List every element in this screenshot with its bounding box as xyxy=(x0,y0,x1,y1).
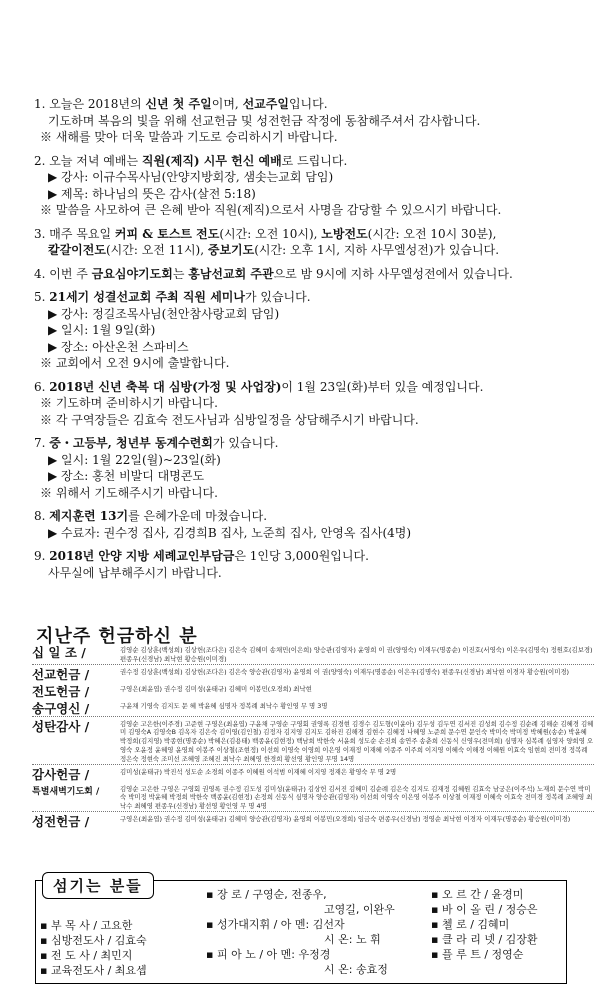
body-text: 는 xyxy=(172,266,189,281)
offering-names: 구영은(최윤엽) 권수정 김미성(윤태규) 김혜미 양승관(김영자) 윤영희 이봉민(오경희) 임금숙 편종우(신경남) 정영순 최낙현 이경자 이재두(명종순) 황승원(이미경) xyxy=(120,814,571,823)
announcement-line xyxy=(34,202,590,219)
server-entry: ▪ 성가대지휘 / 아 멘: 김선자 xyxy=(206,918,345,931)
offering-title: 지난주 헌금하신 분 xyxy=(36,626,198,647)
announcement-line xyxy=(34,226,590,243)
servers-title: 섬기는 분들 xyxy=(42,872,154,899)
body-text: 4. 이번 주 xyxy=(34,266,92,281)
announcement-line xyxy=(34,485,590,502)
body-text: 기도하며 복음의 빛을 위해 선교헌금 및 성전헌금 작정에 동참해주셔서 감사합니다. xyxy=(48,113,481,128)
announcement-line xyxy=(34,548,590,565)
announcement-line xyxy=(34,339,590,356)
announcement-line xyxy=(34,96,590,113)
offering-list xyxy=(32,646,594,832)
announcement-item xyxy=(34,508,590,541)
announcement-line xyxy=(34,468,590,485)
announcement-item xyxy=(34,548,590,581)
emphasis-text: 커피 & 토스트 전도 xyxy=(114,226,220,241)
emphasis-text: 직원(제직) 시무 헌신 예배 xyxy=(141,153,282,168)
body-text: ※ 각 구역장들은 김효숙 전도사님과 심방일정을 상담해주시기 바랍니다. xyxy=(40,412,419,427)
announcement-line xyxy=(34,565,590,582)
server-entry: ▪ 오 르 간 / 윤경미 xyxy=(431,888,524,901)
emphasis-text: 제지훈련 13기 xyxy=(49,509,129,523)
body-text: ※ 새해를 맞아 더욱 말씀과 기도로 승리하시기 바랍니다. xyxy=(40,130,338,144)
announcement-line xyxy=(34,395,590,412)
body-text: 9. xyxy=(34,549,50,563)
announcement-line xyxy=(34,452,590,469)
body-text: 가 있습니다. xyxy=(212,436,279,450)
offering-row xyxy=(32,720,594,765)
emphasis-text: 칼갈이전도 xyxy=(48,243,106,257)
server-entry: 시 온: 노 휘 xyxy=(324,933,381,946)
server-entry: ▪ 플 루 트 / 정영순 xyxy=(431,948,524,961)
body-text: ※ 교회에서 오전 9시에 출발합니다. xyxy=(40,356,230,370)
emphasis-text: 금요심야기도회 xyxy=(91,266,173,281)
announcements-list xyxy=(34,96,590,588)
server-entry: ▪ 부 목 사 / 고요한 xyxy=(40,919,133,932)
server-entry: 고영길, 이완우 xyxy=(324,903,395,916)
announcement-line xyxy=(34,525,590,542)
body-text: ※ 기도하며 준비하시기 바랍니다. xyxy=(40,396,218,410)
announcement-item xyxy=(34,266,590,283)
announcement-line xyxy=(34,153,590,170)
offering-label: 성전헌금 / xyxy=(32,813,90,829)
announcement-line xyxy=(34,186,590,203)
announcement-line xyxy=(34,129,590,146)
announcement-line xyxy=(34,306,590,323)
emphasis-text: 선교주일 xyxy=(242,97,289,111)
announcement-line xyxy=(34,289,590,306)
server-entry: 시 온: 송효정 xyxy=(324,963,388,976)
emphasis-text: 2018년 신년 축복 대 심방(가정 및 사업장) xyxy=(49,379,282,394)
offering-names: 김미성(윤태규) 박진석 성도순 소경희 이종주 이혜원 이석범 이재혜 이지영 정재은 황영숙 무 명 2명 xyxy=(120,767,397,776)
body-text: 입니다. xyxy=(288,97,328,111)
server-entry: ▪ 피 아 노 / 아 멘: 우정경 xyxy=(206,948,331,961)
offering-row xyxy=(32,685,594,699)
body-text: ※ 말씀을 사모하여 큰 은혜 받아 직원(제직)으로서 사명을 감당할 수 있으시기 바랍니다. xyxy=(40,203,502,217)
server-entry: ▪ 전 도 사 / 최민지 xyxy=(40,949,133,962)
announcement-item xyxy=(34,379,590,429)
announcement-line xyxy=(34,355,590,372)
announcement-line xyxy=(34,113,590,130)
body-text: ▶ 수료자: 권수정 집사, 김경희B 집사, 노준희 집사, 안영옥 집사(4명) xyxy=(48,525,412,540)
body-text: ▶ 강사: 정길조목사님(천안참사랑교회 담임) xyxy=(48,306,280,321)
offering-label: 십 일 조 / xyxy=(32,645,86,660)
servers-col-3 xyxy=(431,887,538,962)
body-text: ▶ 일시: 1월 9일(화) xyxy=(48,323,156,337)
body-text: ※ 위해서 기도해주시기 바랍니다. xyxy=(40,485,218,500)
servers-box xyxy=(35,877,567,984)
emphasis-text: 21세기 성결선교회 주최 직원 세미나 xyxy=(49,290,245,304)
emphasis-text: 신년 첫 주일 xyxy=(145,97,212,111)
announcement-line xyxy=(34,242,590,259)
body-text: 8. xyxy=(34,509,50,523)
body-text: 2. 오늘 저녁 예배는 xyxy=(34,153,142,168)
offering-row xyxy=(32,702,594,717)
body-text: (시간: 오전 10시 30분), xyxy=(367,226,497,241)
servers-col-1 xyxy=(40,918,147,978)
server-entry: ▪ 장 로 / 구영순, 전종우, xyxy=(206,888,327,901)
body-text: 으로 밤 9시에 지하 사무엘성전에서 있습니다. xyxy=(273,266,513,281)
offering-names: 구영은(최윤엽) 권수정 김미성(윤태규) 김혜미 이봉민(오경희) 최낙현 xyxy=(120,684,312,693)
body-text: ▶ 제목: 하나님의 뜻은 감사(살전 5:18) xyxy=(48,186,256,201)
offering-label: 선교헌금 / xyxy=(32,666,90,682)
announcement-item xyxy=(34,96,590,146)
server-entry: ▪ 교육전도사 / 최요셉 xyxy=(40,964,147,977)
body-text: 3. 매주 목요일 xyxy=(34,226,115,241)
announcement-line xyxy=(34,322,590,339)
offering-label: 송구영신 / xyxy=(32,700,90,716)
announcement-item xyxy=(34,435,590,501)
body-text: 로 드립니다. xyxy=(281,153,348,168)
body-text: 사무실에 납부해주시기 바랍니다. xyxy=(48,565,222,580)
body-text: (시간: 오전 10시), xyxy=(219,226,322,241)
emphasis-text: 2018년 안양 지방 세례교인부담금 xyxy=(49,549,235,563)
emphasis-text: 홍남선교회 주관 xyxy=(188,266,274,281)
body-text: ▶ 장소: 아산온천 스파비스 xyxy=(48,339,189,354)
announcement-item xyxy=(34,226,590,259)
announcement-line xyxy=(34,412,590,429)
announcement-item xyxy=(34,153,590,219)
offering-row xyxy=(32,646,594,665)
body-text: ▶ 강사: 이규수목사님(안양지방회장, 샘솟는교회 담임) xyxy=(48,170,334,184)
server-entry: ▪ 첼 로 / 김혜미 xyxy=(431,918,510,931)
announcement-line xyxy=(34,379,590,396)
announcement-line xyxy=(34,169,590,186)
offering-label: 특별새벽기도회 / xyxy=(32,786,100,797)
server-entry: ▪ 클 라 리 넷 / 김장환 xyxy=(431,933,538,946)
body-text: (시간: 오전 11시), xyxy=(105,243,208,257)
announcement-line xyxy=(34,508,590,525)
offering-names: 김영순 고은한(이주경) 고준현 구영은(최윤엽) 구윤채 구영순 구영회 권영록 김경현 김경수 김도형(이윤아) 김두성 김두연 김서진 김성희 김수정 김순례 김해순 김혜경 김혜미 김영숙A 김영숙B 김옥자 김은숙 김이영(김인철) 김정자 김지영 김지도 김하진 김해경 김현수 김혜정 나혜영 노준희 문수연 문인숙 박미숙 박미정 박혜원(송순) 박윤혜 박정희(김지영) 박종현(명종순) 박혜은(김용태) 백종윤(김현정) 백남희 박한숙 서윤희 성도순 손진희 송연주 송춘희 신동식 신영우(전미희) 심명자 심복례 심영자 양희영 오영숙 오윤정 윤혜영 윤영희 이봉주 이상철(조현정) 이선희 이영숙 이영희 이은영 이재정 이재혜 이종주 이주희 이지영 이혜숙 이해경 이혜원 이효숙 임현희 전미경 정복례 정은숙 정현숙 조미선 조혜영 조혜진 최낙수 최혜영 한경희 황선영 황인영 무명 14명 xyxy=(120,719,594,763)
body-text: 가 있습니다. xyxy=(244,290,311,304)
body-text: 5. xyxy=(34,290,50,304)
body-text: 6. xyxy=(34,379,50,394)
offering-label: 전도헌금 / xyxy=(32,683,90,699)
body-text: 7. xyxy=(34,436,50,450)
body-text: (시간: 오후 1시, 지하 사무엘성전)가 있습니다. xyxy=(254,243,500,257)
offering-row xyxy=(32,785,594,812)
server-entry: ▪ 심방전도사 / 김효숙 xyxy=(40,934,147,947)
offering-names: 구윤채 기영숙 김지도 문 혜 박윤혜 심명자 정복례 최낙수 황인영 무 명 3명 xyxy=(120,701,328,710)
emphasis-text: 중・고등부, 청년부 동계수련회 xyxy=(49,436,213,450)
announcement-item xyxy=(34,289,590,372)
body-text: 이며, xyxy=(211,97,243,111)
servers-col-2 xyxy=(206,887,395,977)
offering-label: 성탄감사 / xyxy=(32,718,90,734)
offering-row xyxy=(32,768,594,782)
body-text: ▶ 장소: 홍천 비발디 대명콘도 xyxy=(48,469,205,483)
offering-names: 김영순 김상훈(백성희) 김상헌(조다은) 김은숙 김혜미 송채민(이은희) 양승관(김영자) 윤영희 이 권(양영숙) 이재두(명종순) 이진호(서영숙) 이은우(김명숙) 정원호(김보경) 편종우(신경남) 최낙현 황승원(이미경) xyxy=(120,646,593,663)
offering-row xyxy=(32,815,594,829)
offering-row xyxy=(32,668,594,682)
body-text: ▶ 일시: 1월 22일(월)~23일(화) xyxy=(48,452,221,467)
body-text: 1. 오늘은 2018년의 xyxy=(34,97,146,111)
body-text: 은 1인당 3,000원입니다. xyxy=(234,549,369,563)
body-text: 이 1월 23일(화)부터 있을 예정입니다. xyxy=(281,379,484,394)
emphasis-text: 중보기도 xyxy=(207,243,255,257)
offering-names: 김영순 고은한 구영은 구영회 권영록 권수정 김도성 김미성(윤태규) 김상헌 김서진 김혜미 김순례 김은숙 김지도 김재정 김혜원 김효숙 남궁은(이주석) 노재희 문수연 박미숙 박미정 박윤혜 박정희 박한숙 백종윤(김현정) 손정희 신동식 심명자 양승관(김영자) 이선희 이영숙 이은영 이봉주 이상철 이재정 이혜숙 이효숙 전미경 정복례 조혜영 최낙수 최혜영 편종우(신경남) 황선영 황인영 무 명 4명 xyxy=(120,784,593,811)
server-entry: ▪ 바 이 올 린 / 정승은 xyxy=(431,903,538,916)
body-text: 를 은혜가운데 마쳤습니다. xyxy=(128,509,268,523)
announcement-line xyxy=(34,266,590,283)
emphasis-text: 노방전도 xyxy=(321,226,368,241)
offering-names: 권수정 김상훈(백성희) 김상헌(조다은) 김은숙 양승관(김영자) 윤영희 이 권(양영숙) 이재두(명종순) 이은우(김명숙) 편종우(신경남) 최낙현 이경자 황승원(이미경) xyxy=(120,667,570,676)
offering-label: 감사헌금 / xyxy=(32,766,90,782)
announcement-line xyxy=(34,435,590,452)
